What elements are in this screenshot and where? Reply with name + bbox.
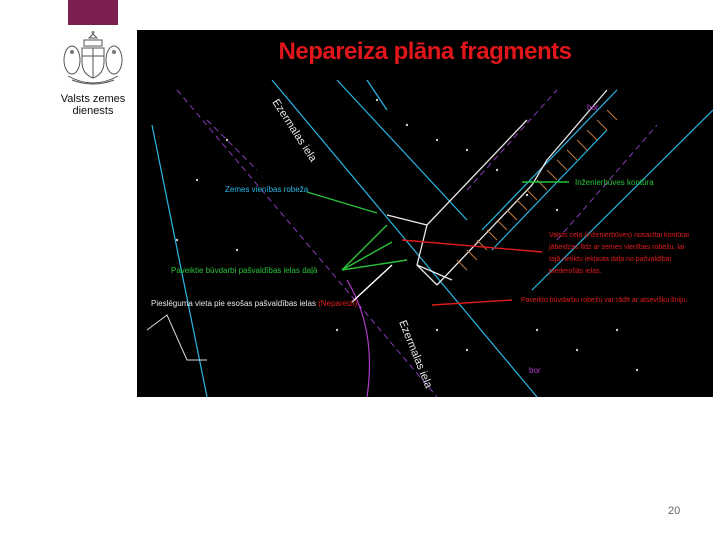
coat-of-arms-logo (58, 30, 128, 90)
label-valsts-1: Valsts ceļa (inženierbūves) nosacītai kontūrai (549, 232, 689, 239)
plan-fragment-image (137, 30, 713, 397)
label-valsts-2: jābeidzas līdz ar zemes vienības robežu, lai (549, 244, 685, 251)
label-zemes-robeza: Zemes vienības robeža (225, 185, 309, 194)
label-inzenierbuves: Inženierbūves kontūra (575, 178, 654, 187)
label-valsts-4: piederošās ielas. (549, 268, 602, 275)
label-pieslegums: Pieslēguma vieta pie esošas pašvaldības ielas (Nepareizi) (151, 299, 358, 308)
label-valsts-3: tajā netiktu iekļauta daļa no pašvaldībai (549, 256, 672, 263)
organization-name: Valsts zemes dienests (60, 93, 126, 117)
page-number: 20 (668, 505, 681, 517)
label-paveikto: Paveikto būvdarbu robežu var rādīt ar atsevišķu līniju. (521, 297, 688, 304)
street-label-lower: Ezermalas iela (396, 318, 435, 391)
label-bor-2: bor (529, 366, 541, 375)
label-bor-1: bor (587, 103, 599, 112)
label-buvdarbi: Paveiktie būvdarbi pašvaldības ielas daļā (171, 266, 318, 275)
slide-title: Nepareiza plāna fragments (278, 38, 572, 65)
brand-color-bar (68, 0, 118, 25)
street-label-upper: Ezermalas iela (269, 97, 319, 165)
